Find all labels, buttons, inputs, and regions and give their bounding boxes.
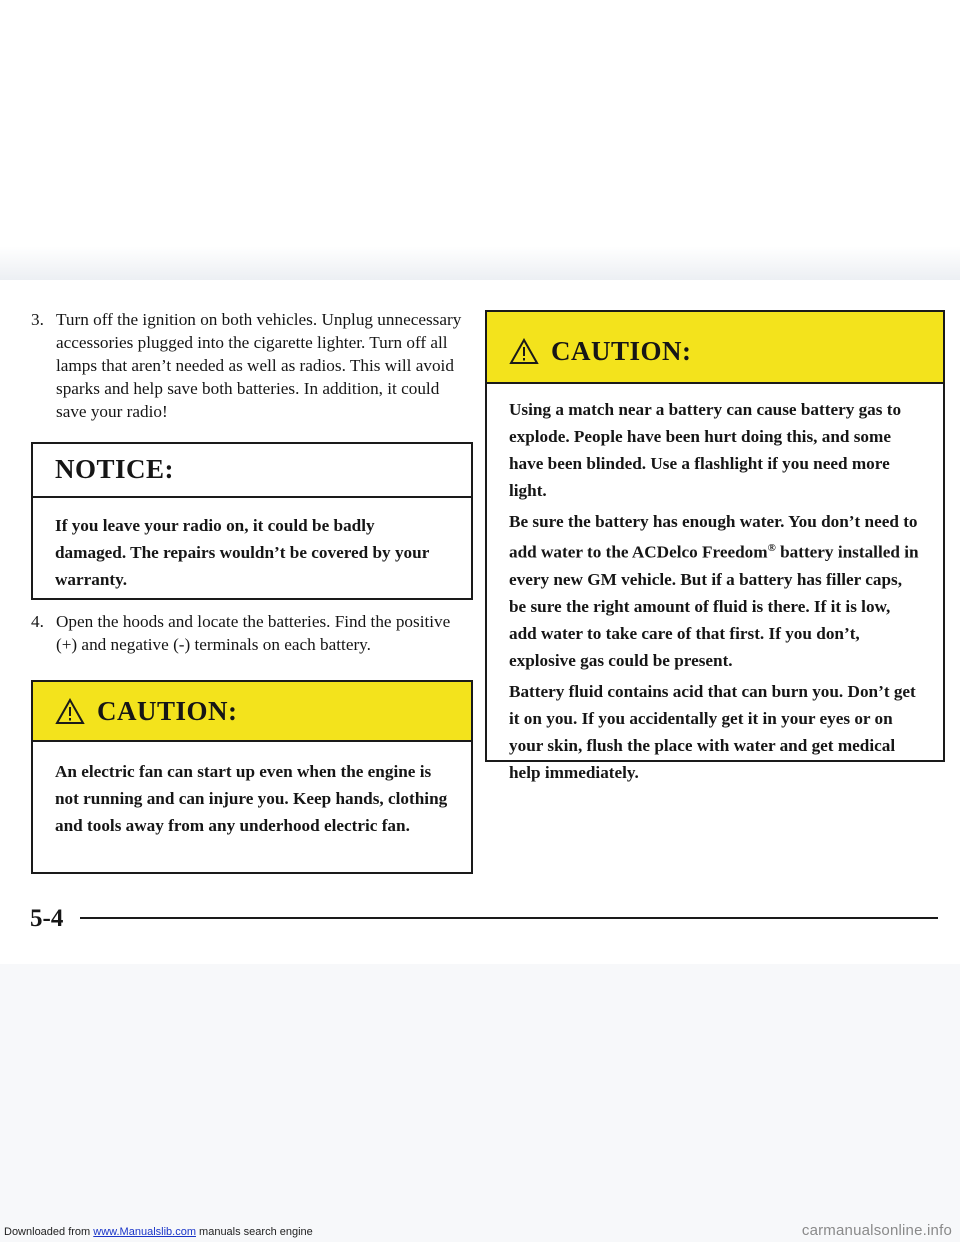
caution-paragraph-3: Battery fluid contains acid that can burn you. Don’t get it on you. If you accidentally get it in your eyes or on your skin, flush the place with water and get medical help immediately. <box>509 681 916 782</box>
warning-triangle-icon <box>509 338 539 365</box>
notice-title: NOTICE: <box>55 454 175 484</box>
download-suffix: manuals search engine <box>195 1226 313 1238</box>
step-4-text: Open the hoods and locate the batteries. Find the positive (+) and negative (-) terminals on each battery. <box>56 612 451 654</box>
notice-body: If you leave your radio on, it could be badly damaged. The repairs wouldn’t be covered by your warranty. <box>55 516 430 589</box>
caution-body: An electric fan can start up even when the engine is not running and can injure you. Keep hands, clothing and tools away from any underhood electric fan. <box>55 762 448 835</box>
download-prefix: Downloaded from <box>4 1226 94 1238</box>
caution-header <box>33 682 471 742</box>
caution-title: CAUTION: <box>97 696 238 726</box>
caution-paragraph-2-start: Be sure the battery has enough water. You don’t need to add water to the ACDelco Freedom <box>509 512 918 562</box>
caution-paragraph-2-end: battery installed in every new GM vehicle. But if a battery has filler caps, be sure the right amount of fluid is there. If it is low, add water to take care of that first. If you don’t, explosive gas could be present. <box>509 542 919 670</box>
top-margin <box>0 0 960 280</box>
download-note <box>4 1226 313 1239</box>
caution-heading <box>55 696 238 727</box>
caution-body <box>487 384 943 786</box>
caution-header <box>487 312 943 384</box>
page-number: 5-4 <box>30 905 64 932</box>
bottom-margin <box>0 964 960 1242</box>
caution-paragraph-1: Using a match near a battery can cause battery gas to explode. People have been hurt doing this, and some have been blinded. Use a flashlight if you need more light. <box>509 400 902 500</box>
caution-heading <box>509 336 692 367</box>
caution-title: CAUTION: <box>551 336 692 366</box>
notice-header <box>33 444 471 498</box>
watermark: carmanualsonline.info <box>801 1222 952 1239</box>
registered-mark: ® <box>767 542 776 554</box>
manualslib-link[interactable]: www.Manualslib.com <box>93 1226 196 1238</box>
step-3-text: Turn off the ignition on both vehicles. Unplug unnecessary accessories plugged into the cigarette lighter. Turn off all lamps that aren’t needed as well as radios. This will avoid sparks and help save both batteries. In addition, it could save your radio! <box>56 310 462 421</box>
notice-box <box>31 442 473 600</box>
footer-rule <box>80 917 938 919</box>
warning-triangle-icon <box>55 698 85 725</box>
step-3-number: 3. <box>31 310 44 329</box>
caution-box-battery <box>485 310 945 782</box>
caution-box-electric-fan <box>31 680 473 874</box>
step-4-number: 4. <box>31 612 44 631</box>
caution-paragraph-2 <box>509 508 921 674</box>
